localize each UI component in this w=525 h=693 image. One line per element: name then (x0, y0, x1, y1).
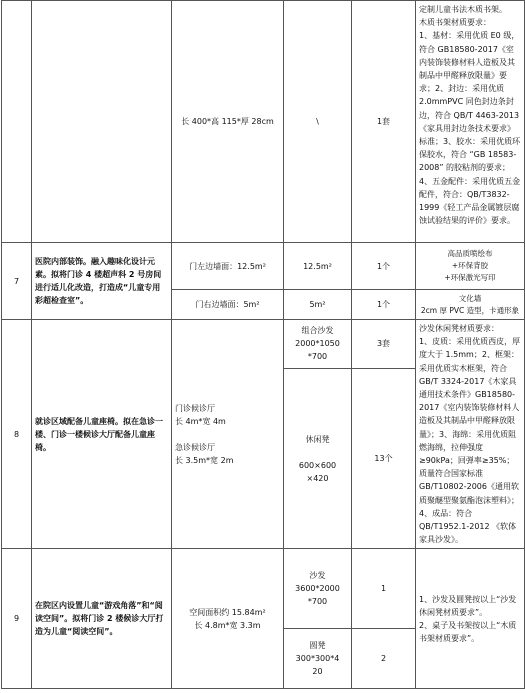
size-cell: 圆凳 300*300*4 20 (284, 629, 352, 689)
table-row (2, 549, 525, 629)
item-name: 就诊区域配备儿童座椅。拟在急诊一楼、门诊一楼候诊大厅配备儿童座椅。 (32, 320, 172, 549)
table-row (2, 243, 525, 290)
spec-cell: 1、沙发及圆凳按以上“沙发休闲凳材质要求”。 2、桌子及书架按以上“木质书架材质要求”。 (416, 549, 525, 689)
area-cell: 门诊候诊厅 长 4m*宽 4m 急诊候诊厅 长 3.5m*宽 2m (172, 320, 284, 549)
size-cell: 组合沙发 2000*1050 *700 (284, 320, 352, 369)
size-cell: 5m² (284, 290, 352, 320)
item-name (32, 1, 172, 243)
area-cell: 门左边墙面：12.5m² (172, 243, 284, 290)
row-number: 7 (2, 243, 32, 320)
qty-cell: 1套 (352, 1, 416, 243)
table-row (2, 320, 525, 369)
size-cell: 休闲凳 600×600 ×420 (284, 368, 352, 549)
row-number (2, 1, 32, 243)
area-cell: 门右边墙面：5m² (172, 290, 284, 320)
size-cell: 12.5m² (284, 243, 352, 290)
qty-cell: 13个 (352, 368, 416, 549)
item-name: 在院区内设置儿童“游戏角落”和“阅读空间”。拟将门诊 2 楼候诊大厅打造为儿童“阅读空间”。 (32, 549, 172, 689)
size-cell: \ (284, 1, 352, 243)
area-cell: 空间面积约 15.84m² 长 4.8m*宽 3.3m (172, 549, 284, 689)
spec-cell: 高品质喷绘布 +环保背胶 +环保激光写印 (416, 243, 525, 290)
qty-cell: 1个 (352, 243, 416, 290)
size-cell: 沙发 3600*2000 *700 (284, 549, 352, 629)
qty-cell: 1个 (352, 290, 416, 320)
spec-cell: 定制儿童书法木质书架。 木质书架材质要求： 1、基材：采用优质 E0 级，符合 GB18580-2017《室内装饰装修材料人造板及其制品中甲醛释放限量》要求；2、封边：采用优质 2.0mmPVC 同色封边条封边，符合 QB/T 4463-2013《家具用封边条技术要求》标准；3、胶水：采用优质环保胶水，符合 “GB 18583-2008” 的胶粘剂的要求；4、五金配件：采用优质五金配件，符合：QB/T3832-1999《轻工产品金属镀层腐蚀试验结果的评价》要求。 (416, 1, 525, 243)
table-row (2, 1, 525, 243)
qty-cell: 2 (352, 629, 416, 689)
spec-cell: 文化墙 2cm 厚 PVC 造型，卡通形象 (416, 290, 525, 320)
qty-cell: 1 (352, 549, 416, 629)
item-name: 医院内部装饰。融入趣味化设计元素。拟将门诊 4 楼超声科 2 号房间进行适儿化改造，打造成“儿童专用彩超检查室”。 (32, 243, 172, 320)
area-cell: 长 400*高 115*厚 28cm (172, 1, 284, 243)
qty-cell: 3套 (352, 320, 416, 369)
row-number: 9 (2, 549, 32, 689)
procurement-table (1, 0, 525, 689)
spec-cell: 沙发休闲凳材质要求： 1、皮质：采用优质西皮，厚度大于 1.5mm；2、框架：采用优质实木框架，符合 GB/T 3324-2017《木家具通用技术条件》GB18580-2017《室内装饰装修材料人造板及其制品中甲醛释放限量》；3、海绵：采用优质阻燃海绵，拉伸强度≥90kPa；回弹率≥35%；质量符合国家标准 GB/T10802-2006《通用软质聚醚型聚氨酯泡沫塑料》；4、成品：符合 QB/T1952.1-2012 《软体家具沙发》。 (416, 320, 525, 549)
row-number: 8 (2, 320, 32, 549)
